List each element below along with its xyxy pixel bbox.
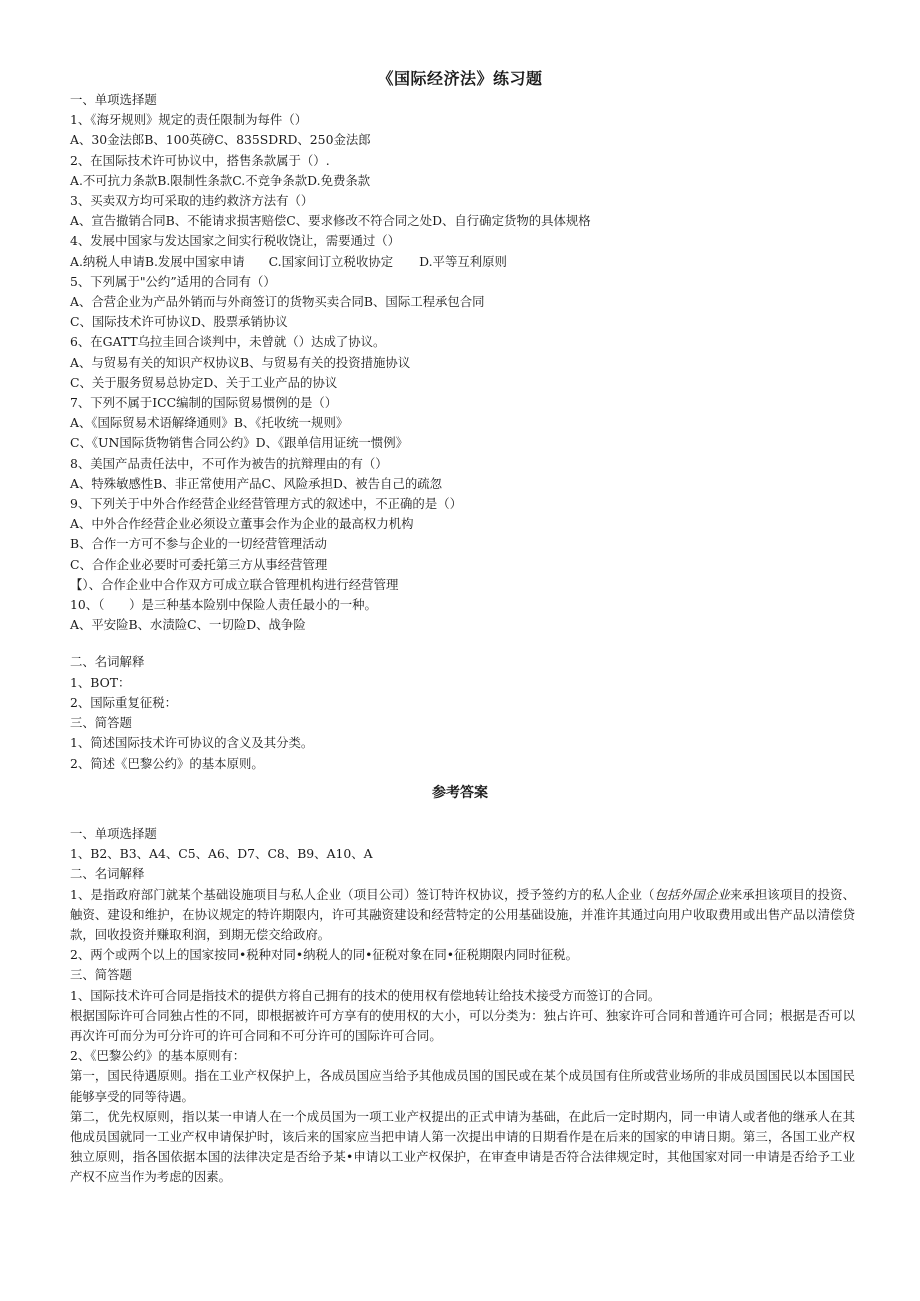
option-line: A、平安险B、水渍险C、一切险D、战争险	[70, 617, 306, 633]
answer-2-heading: 2、《巴黎公约》的基本原则有：	[70, 1048, 246, 1064]
answer-1-paragraph: 根据国际许可合同独占性的不同，即根据被许可方享有的使用权的大小，可以分类为：独占许可、独家许可合同和普通许可合同；根据是否可以再次许可而分为可分许可的许可合同和不可分许可的国际许可合同。	[70, 1007, 855, 1044]
document-title: 《国际经济法》练习题	[377, 69, 543, 88]
option-line: A、中外合作经营企业必须设立董事会作为企业的最高权力机构	[70, 516, 414, 532]
answers-title: 参考答案	[432, 785, 488, 801]
choice-answers: 1、B2、B3、A4、C5、A6、D7、C8、B9、A10、A	[70, 846, 373, 862]
question-line: 9、下列关于中外合作经营企业经营管理方式的叙述中，不正确的是（）	[70, 496, 462, 512]
section-heading-choice: 一、单项选择题	[70, 92, 157, 107]
question-line: 4、发展中国家与发达国家之间实行税收饶让，需要通过（）	[70, 233, 401, 249]
option-line: C、关于服务贸易总协定D、关于工业产品的协议	[70, 374, 338, 390]
option-line: B、合作一方可不参与企业的一切经营管理活动	[70, 536, 327, 552]
answers-heading-short-answer: 三、简答题	[70, 967, 132, 983]
option-line: C、国际技术许可协议D、股票承销协议	[70, 314, 288, 330]
term-item: 1、BOT：	[70, 674, 131, 690]
option-ab: A.纳税人申请B.发展中国家申请	[70, 253, 245, 269]
question-line: 2、在国际技术许可协议中，搭售条款属于（）.	[70, 152, 330, 168]
double-taxation-definition: 2、两个或两个以上的国家按同•税种对同•纳税人的同•征税对象在同•征税期限内同时征税。	[70, 947, 578, 963]
question-line: 1、《海牙规则》规定的责任限制为每件（）	[70, 112, 308, 128]
option-line: A、与贸易有关的知识产权协议B、与贸易有关的投资措施协议	[70, 354, 411, 370]
option-line: A.不可抗力条款B.限制性条款C.不竞争条款D.免费条款	[70, 172, 371, 188]
bot-definition: 1、是指政府部门就某个基础设施项目与私人企业（项目公司）签订特许权协议，授予签约方的私人企业（包括外国企业来承担该项目的投资、触资、建设和维护，在协议规定的特许期限内，许可其融资建设和经营特定的公用基础设施，并准许其通过向用户收取费用或出售产品以清偿贷款，回收投资并赚取利润，到期无偿交给政府。	[70, 886, 856, 943]
option-d: D.平等互利原则	[419, 253, 507, 269]
answer-2-principle-2-3: 第二，优先权原则，指以某一申请人在一个成员国为一项工业产权提出的正式申请为基础，在此后一定时期内，同一申请人或者他的继承人在其他成员国就同一工业产权申请保护时，该后来的国家应当把申请人第一次提出申请的日期看作是在后来的国家的申请日期。第三，各国工业产权独立原则，指各国依据本国的法律决定是否给予某•申请以工业产权保护，在审查申请是否符合法律规定时，其他国家对同一申请是否给予工业产权不应当作为考虑的因素。	[70, 1108, 855, 1185]
answer-1-line: 1、国际技术许可合同是指技术的提供方将自己拥有的技术的使用权有偿地转让给技术接受方而签订的合同。	[70, 987, 661, 1003]
option-line: A、《国际贸易术语解绛通则》B、《托收统一规则》	[70, 415, 349, 431]
exercise-section	[70, 90, 855, 774]
question-line: 6、在GATT乌拉圭回合谈判中，未曾就（）达成了协议。	[70, 334, 386, 350]
option-line: 【）、合作企业中合作双方可成立联合管理机构进行经营管理	[70, 576, 399, 592]
answers-section	[70, 824, 855, 1188]
option-line: A、特殊敏感性B、非正常使用产品C、风险承担D、被告自己的疏忽	[70, 475, 443, 491]
section-heading-short-answer: 三、简答题	[70, 715, 132, 731]
option-line: C、《UN国际货物销售合同公约》D、《跟单信用证统一惯例》	[70, 435, 409, 451]
question-line: 5、下列属于"公约”适用的合同有（）	[70, 273, 276, 289]
option-line: C、合作企业必要时可委托第三方从事经营管理	[70, 556, 328, 572]
section-heading-terms: 二、名词解释	[70, 654, 145, 670]
question-line: 7、下列不属于ICC编制的国际贸易惯例的是（）	[70, 395, 338, 411]
answers-heading-choice: 一、单项选择题	[70, 826, 157, 841]
short-answer-question: 1、简述国际技术许可协议的含义及其分类。	[70, 735, 314, 751]
answer-2-principle-1: 第一，国民待遇原则。指在工业产权保护上，各成员国应当给予其他成员国的国民或在某个成员国有住所或营业场所的非成员国国民以本国国民能够享受的同等待遇。	[70, 1068, 855, 1104]
question-line: 3、买卖双方均可采取的违约救济方法有（）	[70, 193, 314, 209]
option-line: A、宣告撤销合同B、不能请求损害赔偿C、要求修改不符合同之处D、自行确定货物的具体规格	[70, 213, 591, 229]
option-line	[70, 252, 855, 272]
answers-heading-terms: 二、名词解释	[70, 866, 145, 882]
option-line: A、30金法郎B、100英磅C、835SDRD、250金法郎	[70, 132, 371, 148]
term-item: 2、国际重复征税：	[70, 694, 178, 710]
short-answer-question: 2、简述《巴黎公约》的基本原则。	[70, 755, 264, 771]
italic-phrase: 包括外国企业	[654, 886, 730, 902]
option-c: C.国家间订立税收协定	[268, 253, 394, 269]
question-line: 10、（ ）是三种基本险别中保险人责任最小的一种。	[70, 597, 377, 613]
question-line: 8、美国产品责任法中，不可作为被告的抗辩理由的有（）	[70, 455, 388, 471]
option-line: A、合营企业为产品外销而与外商签订的货物买卖合同B、国际工程承包合同	[70, 294, 485, 310]
